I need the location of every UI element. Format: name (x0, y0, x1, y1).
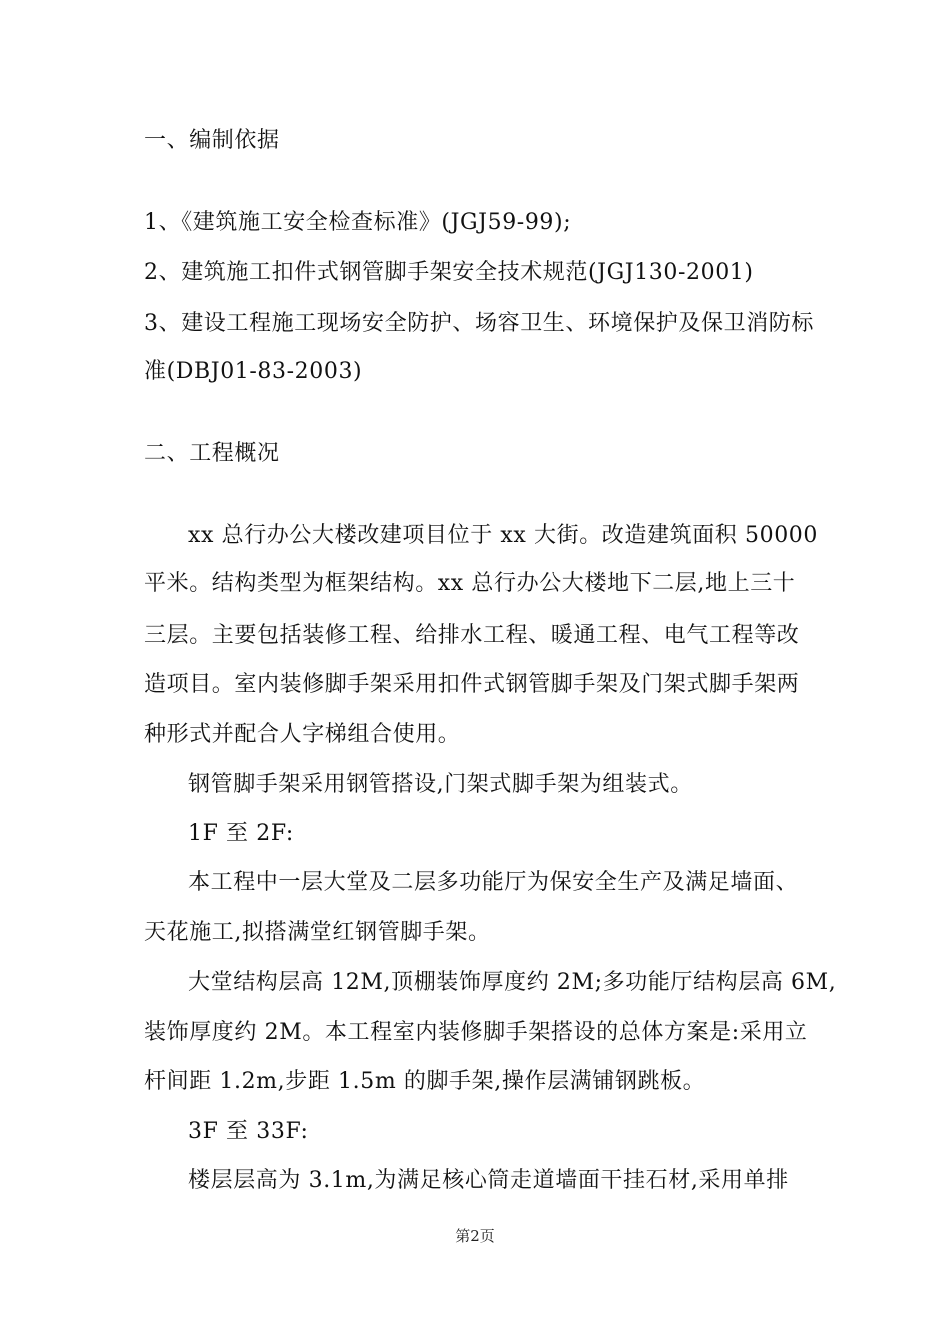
floor-label-1f-2f: 1F 至 2F: (188, 821, 294, 846)
paragraph-line: 钢管脚手架采用钢管搭设,门架式脚手架为组装式。 (188, 772, 693, 797)
section-heading-overview: 二、工程概况 (144, 441, 280, 466)
paragraph-line: 种形式并配合人字梯组合使用。 (144, 722, 461, 747)
paragraph-line: 造项目。室内装修脚手架采用扣件式钢管脚手架及门架式脚手架两 (144, 672, 800, 697)
paragraph-line: xx 总行办公大楼改建项目位于 xx 大街。改造建筑面积 50000 (188, 523, 818, 548)
page-number: 第2页 (455, 1227, 495, 1245)
basis-item-3: 3、建设工程施工现场安全防护、场容卫生、环境保护及保卫消防标 (144, 311, 814, 336)
basis-item-1: 1、《建筑施工安全检查标准》(JGJ59-99); (144, 210, 572, 235)
paragraph-line: 平米。结构类型为框架结构。xx 总行办公大楼地下二层,地上三十 (144, 571, 796, 596)
paragraph-line: 三层。主要包括装修工程、给排水工程、暖通工程、电气工程等改 (144, 623, 800, 648)
floor-label-3f-33f: 3F 至 33F: (188, 1119, 309, 1144)
paragraph-line: 杆间距 1.2m,步距 1.5m 的脚手架,操作层满铺钢跳板。 (144, 1069, 706, 1094)
paragraph-line: 大堂结构层高 12M,顶棚装饰厚度约 2M;多功能厅结构层高 6M, (188, 970, 837, 995)
paragraph-line: 装饰厚度约 2M。本工程室内装修脚手架搭设的总体方案是:采用立 (144, 1020, 808, 1045)
paragraph-line: 天花施工,拟搭满堂红钢管脚手架。 (144, 920, 491, 945)
paragraph-line: 本工程中一层大堂及二层多功能厅为保安全生产及满足墙面、 (188, 870, 799, 895)
paragraph-line: 楼层层高为 3.1m,为满足核心筒走道墙面干挂石材,采用单排 (188, 1168, 789, 1193)
basis-item-3-continued: 准(DBJ01-83-2003) (144, 359, 363, 384)
basis-item-2: 2、建筑施工扣件式钢管脚手架安全技术规范(JGJ130-2001) (144, 260, 754, 285)
section-heading-basis: 一、编制依据 (144, 128, 280, 153)
